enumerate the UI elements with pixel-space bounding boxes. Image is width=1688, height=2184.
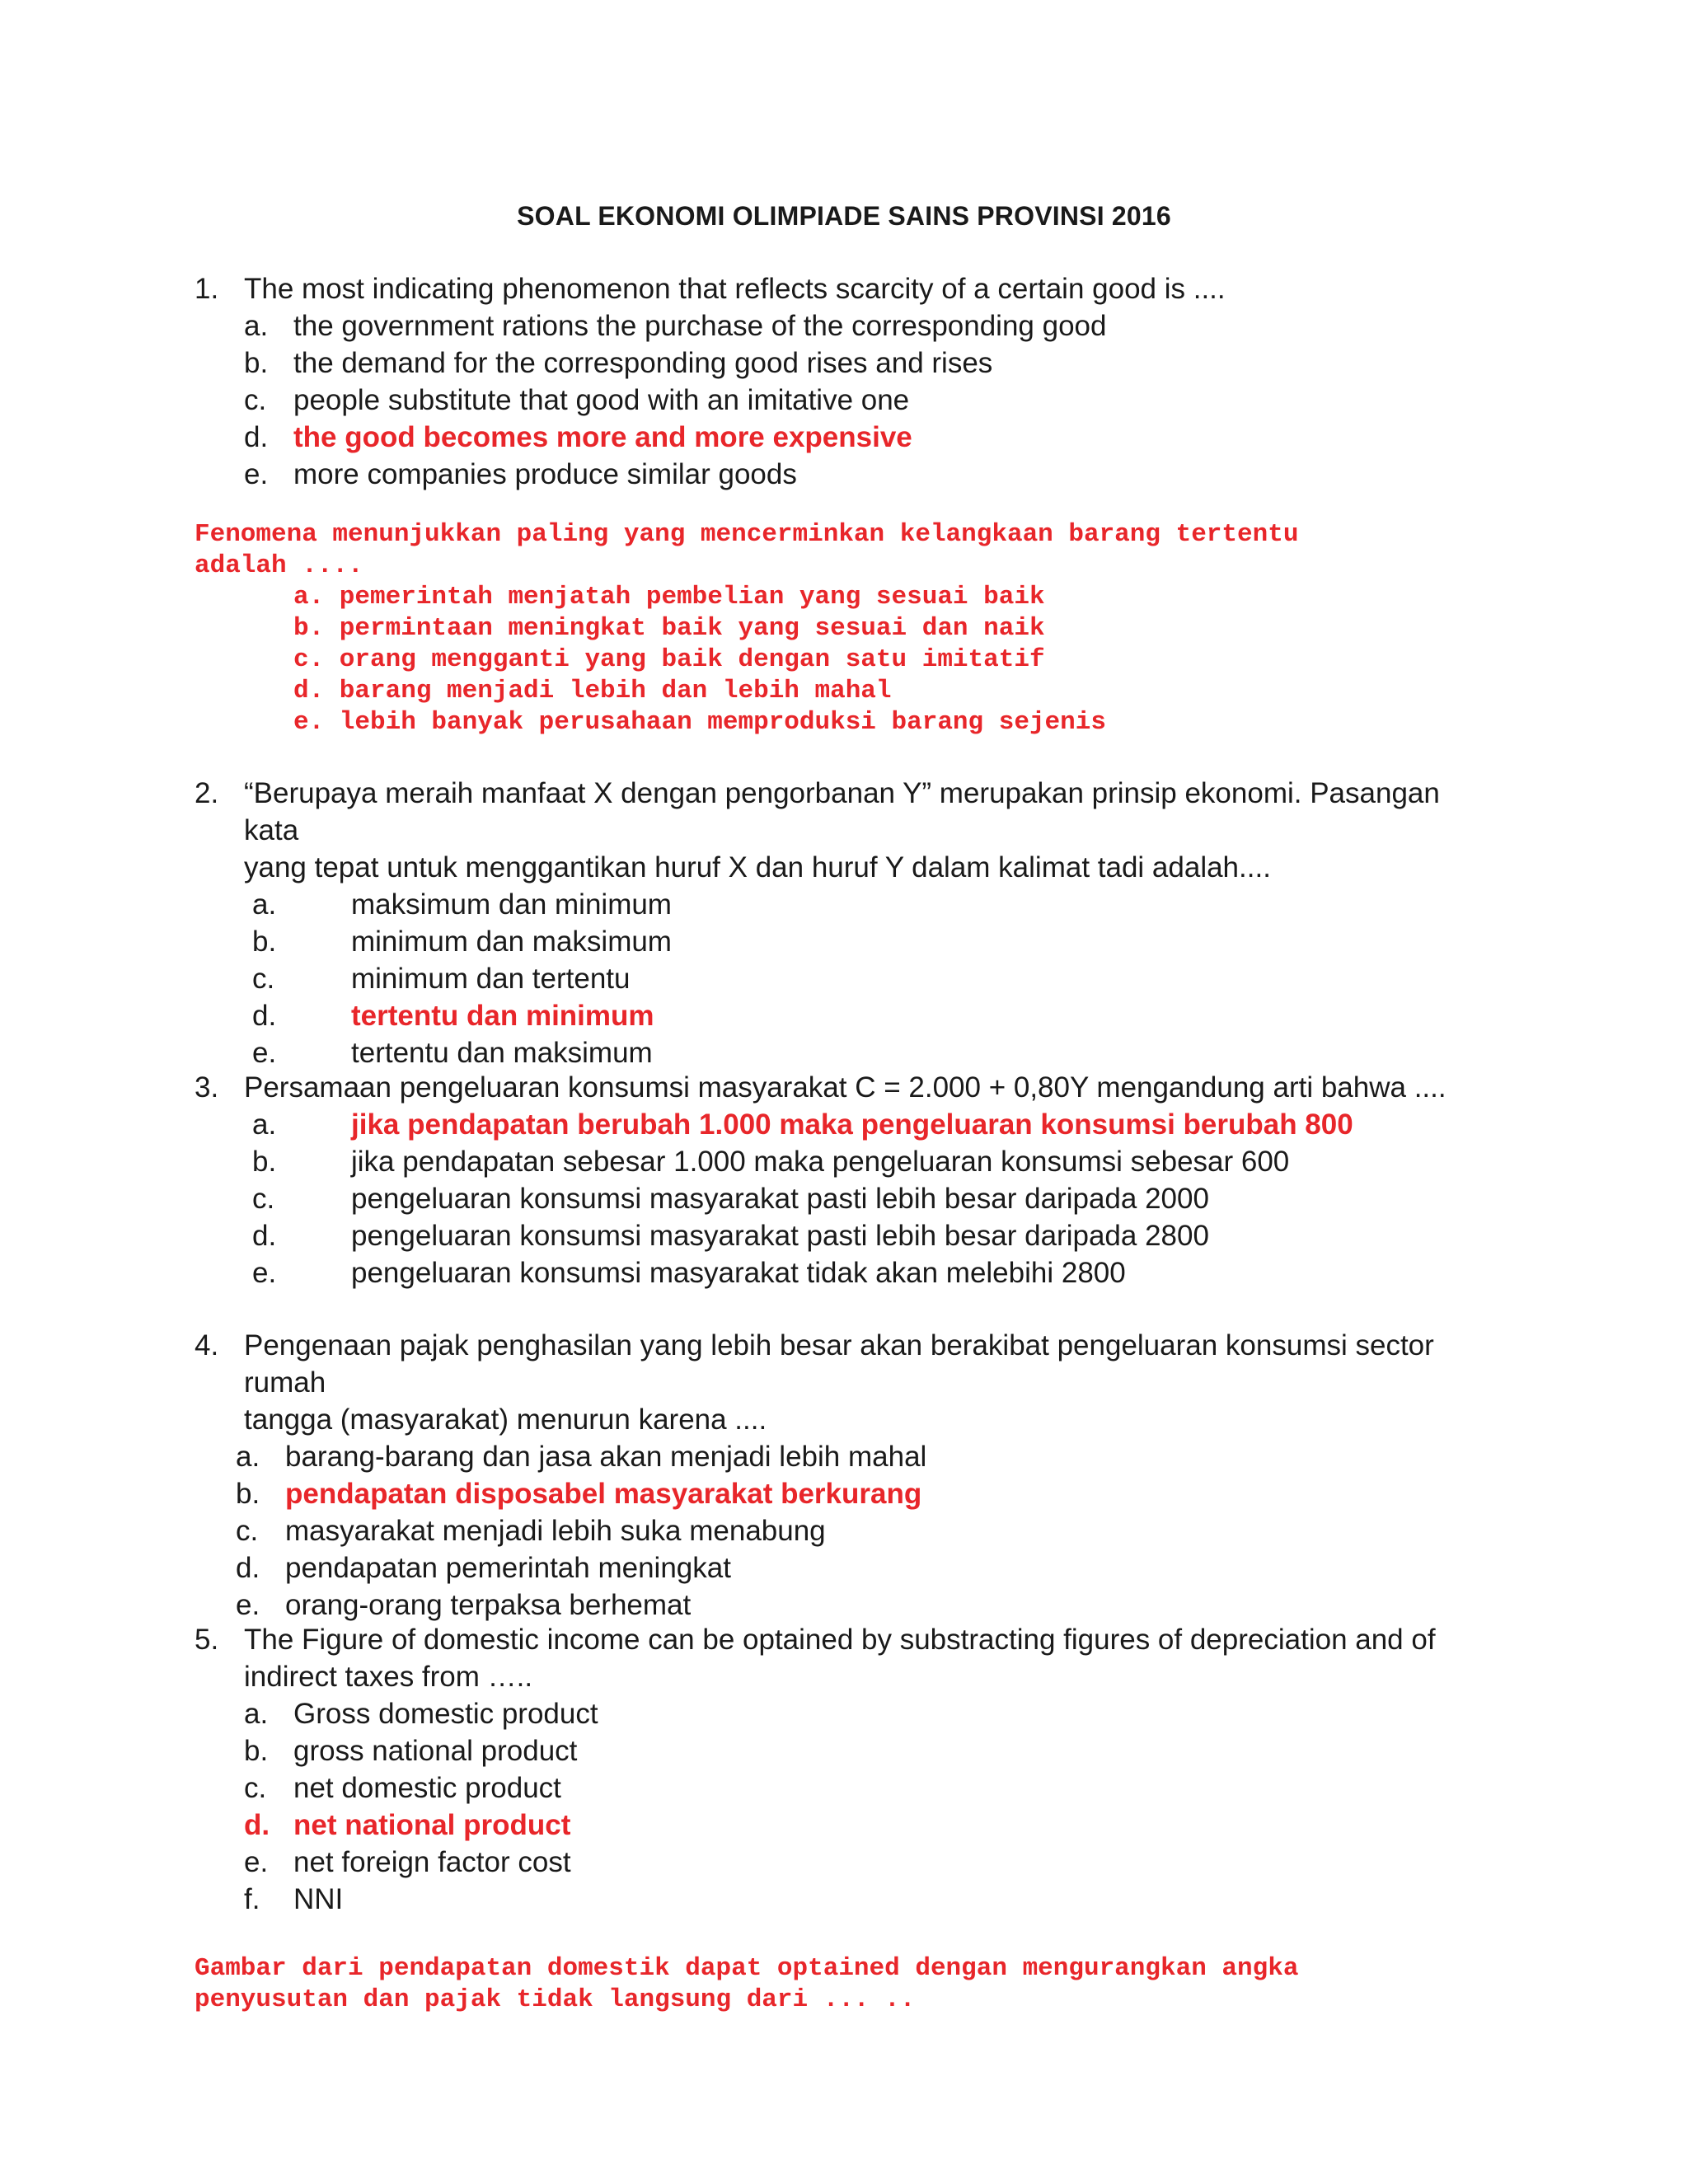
option-text: minimum dan maksimum xyxy=(351,926,672,958)
option-label: e. xyxy=(252,1257,277,1289)
question-text: Persamaan pengeluaran konsumsi masyarakat C = 2.000 + 0,80Y mengandung arti bahwa .... xyxy=(244,1071,1447,1104)
question-stem xyxy=(195,775,1480,849)
question-number: 3. xyxy=(195,1071,219,1104)
translation-line: adalah .... xyxy=(195,551,363,580)
translation-option: c. orang mengganti yang baik dengan satu imitatif xyxy=(293,645,1045,674)
option-d xyxy=(195,1217,1480,1254)
option-text: people substitute that good with an imitative one xyxy=(293,384,910,416)
option-b xyxy=(195,923,1480,960)
option-label: b. xyxy=(236,1478,260,1510)
question-text: Pengenaan pajak penghasilan yang lebih besar akan berakibat pengeluaran konsumsi sector rumah xyxy=(244,1329,1434,1399)
option-label: c. xyxy=(236,1515,259,1547)
option-label: b. xyxy=(252,926,277,958)
option-label: e. xyxy=(244,1846,269,1878)
option-label: b. xyxy=(244,1735,269,1767)
option-c xyxy=(195,382,1480,419)
question-text: The most indicating phenomenon that reflects scarcity of a certain good is .... xyxy=(244,273,1226,305)
option-text-answer: jika pendapatan berubah 1.000 maka pengeluaran konsumsi berubah 800 xyxy=(351,1108,1353,1141)
option-a xyxy=(195,1695,1480,1732)
option-label: a. xyxy=(252,888,277,921)
option-text-answer: the good becomes more and more expensive xyxy=(293,421,912,453)
question-stem-continued xyxy=(195,1658,1480,1695)
option-d-answer xyxy=(195,419,1480,456)
option-c xyxy=(195,1769,1480,1807)
option-text: tertentu dan maksimum xyxy=(351,1037,653,1069)
option-d-answer xyxy=(195,1807,1480,1844)
option-text: pengeluaran konsumsi masyarakat tidak akan melebihi 2800 xyxy=(351,1257,1126,1289)
option-label: a. xyxy=(236,1441,260,1473)
option-b xyxy=(195,1732,1480,1769)
option-text-answer: net national product xyxy=(293,1809,571,1841)
question-5 xyxy=(195,1621,1480,1918)
option-e xyxy=(195,1586,1480,1624)
option-text-answer: tertentu dan minimum xyxy=(351,1000,654,1032)
option-d-answer xyxy=(195,997,1480,1034)
question-stem xyxy=(195,270,1480,307)
translation-line: penyusutan dan pajak tidak langsung dari ... .. xyxy=(195,1985,916,2014)
translation-option: a. pemerintah menjatah pembelian yang sesuai baik xyxy=(293,583,1045,612)
option-b-answer xyxy=(195,1475,1480,1512)
option-d xyxy=(195,1549,1480,1586)
question-number: 2. xyxy=(195,777,219,809)
option-text: orang-orang terpaksa berhemat xyxy=(285,1589,692,1621)
translation-line: Fenomena menunjukkan paling yang mencerminkan kelangkaan barang tertentu xyxy=(195,520,1299,549)
option-label: c. xyxy=(244,1772,267,1804)
option-label: b. xyxy=(244,347,269,379)
question-text: “Berupaya meraih manfaat X dengan pengorbanan Y” merupakan prinsip ekonomi. Pasangan kata xyxy=(244,777,1440,846)
option-label: d. xyxy=(252,1000,277,1032)
question-text: yang tepat untuk menggantikan huruf X dan huruf Y dalam kalimat tadi adalah.... xyxy=(244,851,1271,883)
option-text: NNI xyxy=(293,1883,344,1915)
option-label: e. xyxy=(236,1589,260,1621)
option-label: a. xyxy=(244,1698,269,1730)
option-text: minimum dan tertentu xyxy=(351,963,631,995)
option-text: pengeluaran konsumsi masyarakat pasti lebih besar daripada 2000 xyxy=(351,1183,1209,1215)
translation-block-1 xyxy=(195,519,1513,738)
option-e xyxy=(195,1254,1480,1291)
option-text: barang-barang dan jasa akan menjadi lebih mahal xyxy=(285,1441,927,1473)
option-f xyxy=(195,1881,1480,1918)
option-label: c. xyxy=(252,963,275,995)
option-text: pengeluaran konsumsi masyarakat pasti lebih besar daripada 2800 xyxy=(351,1220,1209,1252)
option-label: d. xyxy=(244,421,269,453)
question-number: 5. xyxy=(195,1624,219,1656)
option-a xyxy=(195,886,1480,923)
option-label: d. xyxy=(252,1220,277,1252)
question-stem xyxy=(195,1327,1480,1401)
option-text: net foreign factor cost xyxy=(293,1846,571,1878)
option-label: c. xyxy=(252,1183,275,1215)
option-text: net domestic product xyxy=(293,1772,561,1804)
option-label-answer: d. xyxy=(244,1809,270,1841)
option-text: the demand for the corresponding good rises and rises xyxy=(293,347,993,379)
option-text: masyarakat menjadi lebih suka menabung xyxy=(285,1515,826,1547)
option-label: b. xyxy=(252,1146,277,1178)
option-c xyxy=(195,960,1480,997)
option-e xyxy=(195,456,1480,493)
question-1 xyxy=(195,270,1480,493)
question-3 xyxy=(195,1069,1480,1291)
option-label: f. xyxy=(244,1883,260,1915)
translation-line: Gambar dari pendapatan domestik dapat optained dengan mengurangkan angka xyxy=(195,1954,1299,1983)
option-label: e. xyxy=(244,458,269,490)
option-text-answer: pendapatan disposabel masyarakat berkurang xyxy=(285,1478,922,1510)
option-a xyxy=(195,1438,1480,1475)
option-text: jika pendapatan sebesar 1.000 maka pengeluaran konsumsi sebesar 600 xyxy=(351,1146,1290,1178)
question-number: 1. xyxy=(195,273,219,305)
option-label: a. xyxy=(252,1108,277,1141)
option-b xyxy=(195,344,1480,382)
option-e xyxy=(195,1844,1480,1881)
question-4 xyxy=(195,1327,1480,1624)
question-stem xyxy=(195,1069,1480,1106)
option-text: more companies produce similar goods xyxy=(293,458,797,490)
question-stem-continued xyxy=(195,849,1480,886)
page-title: SOAL EKONOMI OLIMPIADE SAINS PROVINSI 2016 xyxy=(517,201,1171,231)
option-a xyxy=(195,307,1480,344)
translation-option: e. lebih banyak perusahaan memproduksi barang sejenis xyxy=(293,708,1106,737)
question-2 xyxy=(195,775,1480,1071)
translation-option: b. permintaan meningkat baik yang sesuai dan naik xyxy=(293,614,1045,643)
question-stem xyxy=(195,1621,1480,1658)
question-text: indirect taxes from ….. xyxy=(244,1661,533,1693)
option-label: a. xyxy=(244,310,269,342)
translation-block-5 xyxy=(195,1953,1513,2016)
option-text: Gross domestic product xyxy=(293,1698,598,1730)
option-text: gross national product xyxy=(293,1735,578,1767)
option-label: e. xyxy=(252,1037,277,1069)
option-label: d. xyxy=(236,1552,260,1584)
option-c xyxy=(195,1180,1480,1217)
question-text: The Figure of domestic income can be optained by substracting figures of depreciation and of xyxy=(244,1624,1436,1656)
option-text: maksimum dan minimum xyxy=(351,888,672,921)
option-text: pendapatan pemerintah meningkat xyxy=(285,1552,731,1584)
question-stem-continued xyxy=(195,1401,1480,1438)
option-label: c. xyxy=(244,384,267,416)
option-c xyxy=(195,1512,1480,1549)
translation-option: d. barang menjadi lebih dan lebih mahal xyxy=(293,677,892,705)
question-text: tangga (masyarakat) menurun karena .... xyxy=(244,1404,767,1436)
question-number: 4. xyxy=(195,1329,219,1361)
option-a-answer xyxy=(195,1106,1480,1143)
option-b xyxy=(195,1143,1480,1180)
option-text: the government rations the purchase of the corresponding good xyxy=(293,310,1107,342)
option-e xyxy=(195,1034,1480,1071)
